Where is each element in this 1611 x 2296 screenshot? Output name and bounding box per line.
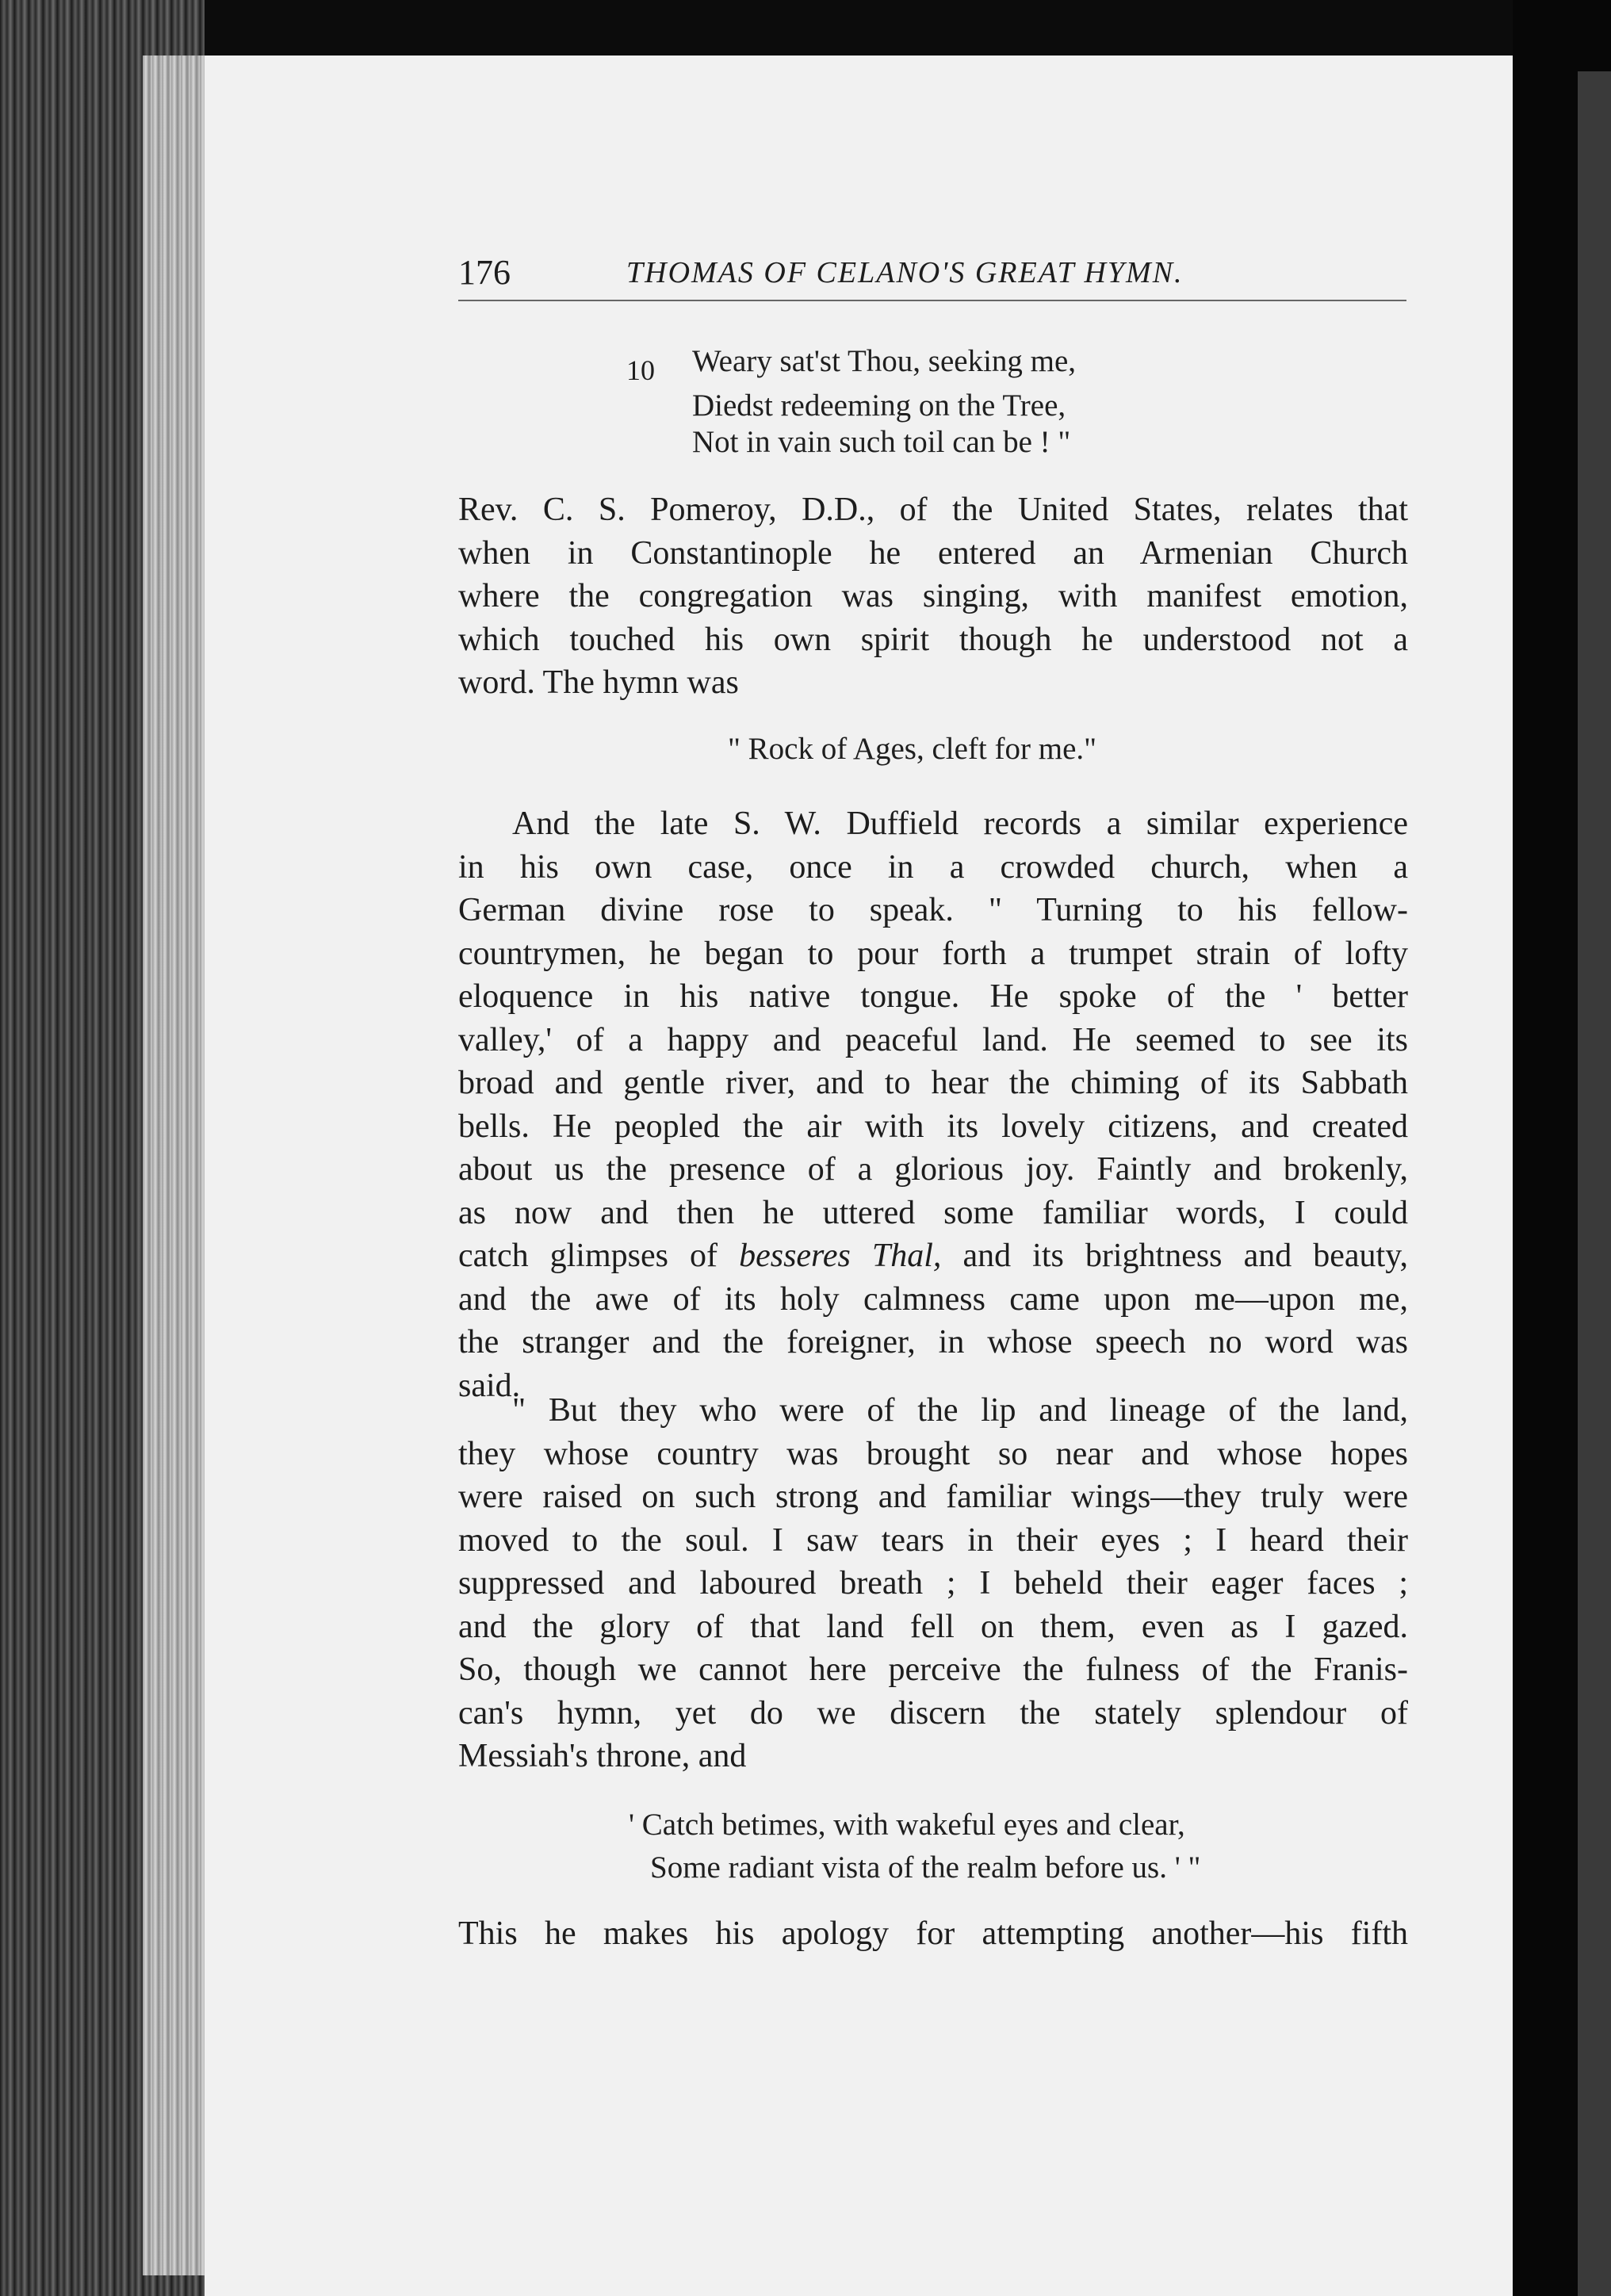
text-line: which touched his own spirit though he understood not a (458, 621, 1408, 658)
facing-page-edge (1578, 71, 1611, 2296)
text-line: This he makes his apology for attempting another—his fifth (458, 1915, 1408, 1952)
text-line: valley,' of a happy and peaceful land. He seemed to see its (458, 1021, 1408, 1058)
text-line: where the congregation was singing, with manifest emotion, (458, 578, 1408, 614)
verse-line: Diedst redeeming on the Tree, (692, 388, 1066, 423)
italic-phrase: besseres Thal, (739, 1238, 942, 1274)
text-line: Rev. C. S. Pomeroy, D.D., of the United States, relates that (458, 492, 1408, 528)
text-line: can's hymn, yet do we discern the stately splendour of (458, 1694, 1408, 1732)
text-segment: catch glimpses of (458, 1238, 740, 1274)
text-line: So, though we cannot here perceive the fulness of the Franis- (458, 1651, 1408, 1688)
text-line: countrymen, he began to pour forth a trumpet strain of lofty (458, 935, 1408, 972)
verse-line: ' Catch betimes, with wakeful eyes and clear, (629, 1808, 1185, 1842)
quoted-hymn-title: " Rock of Ages, cleft for me." (728, 732, 1097, 766)
paragraph-apology (458, 1912, 1408, 1956)
text-line: moved to the soul. I saw tears in their eyes ; I heard their (458, 1521, 1408, 1559)
text-line: they whose country was brought so near and whose hopes (458, 1435, 1408, 1472)
paragraph-but-they (458, 1389, 1408, 1778)
text-segment: and its brightness and beauty, (941, 1238, 1408, 1274)
text-line: bells. He peopled the air with its lovely citizens, and created (458, 1108, 1408, 1145)
text-line: the stranger and the foreigner, in whose speech no word was (458, 1324, 1408, 1360)
text-line: said. (458, 1367, 521, 1404)
verse-number: 10 (626, 354, 655, 386)
text-line: in his own case, once in a crowded church, when a (458, 848, 1408, 886)
verse-line: Some radiant vista of the realm before us. ' " (650, 1850, 1201, 1885)
text-line: eloquence in his native tongue. He spoke of the ' better (458, 978, 1408, 1015)
paragraph-duffield (458, 802, 1408, 1407)
text-line: suppressed and laboured breath ; I beheld their eager faces ; (458, 1565, 1408, 1601)
text-line: about us the presence of a glorious joy. Faintly and brokenly, (458, 1151, 1408, 1188)
page-header (458, 252, 1406, 301)
text-line-with-italic (458, 1234, 1408, 1278)
text-line: were raised on such strong and familiar wings—they truly were (458, 1479, 1408, 1515)
text-line: and the awe of its holy calmness came upon me—upon me, (458, 1280, 1408, 1318)
paragraph-pomeroy (458, 488, 1408, 705)
text-line: " But they who were of the lip and lineage of the land, (512, 1392, 1408, 1429)
text-line: as now and then he uttered some familiar words, I could (458, 1194, 1408, 1231)
text-line: Messiah's throne, and (458, 1738, 747, 1774)
verse-line: Weary sat'st Thou, seeking me, (692, 344, 1077, 378)
text-line: when in Constantinople he entered an Armenian Church (458, 534, 1408, 572)
text-line: and the glory of that land fell on them, even as I gazed. (458, 1608, 1408, 1645)
text-line: broad and gentle river, and to hear the chiming of its Sabbath (458, 1065, 1408, 1101)
page-stack-edge (143, 55, 206, 2275)
verse-line: Not in vain such toil can be ! " (692, 425, 1071, 459)
text-line: And the late S. W. Duffield records a similar experience (512, 806, 1408, 842)
text-line: German divine rose to speak. " Turning to his fellow- (458, 892, 1408, 928)
running-head: THOMAS OF CELANO'S GREAT HYMN. (626, 256, 1184, 289)
page-number: 176 (458, 253, 511, 292)
text-line: word. The hymn was (458, 664, 739, 701)
